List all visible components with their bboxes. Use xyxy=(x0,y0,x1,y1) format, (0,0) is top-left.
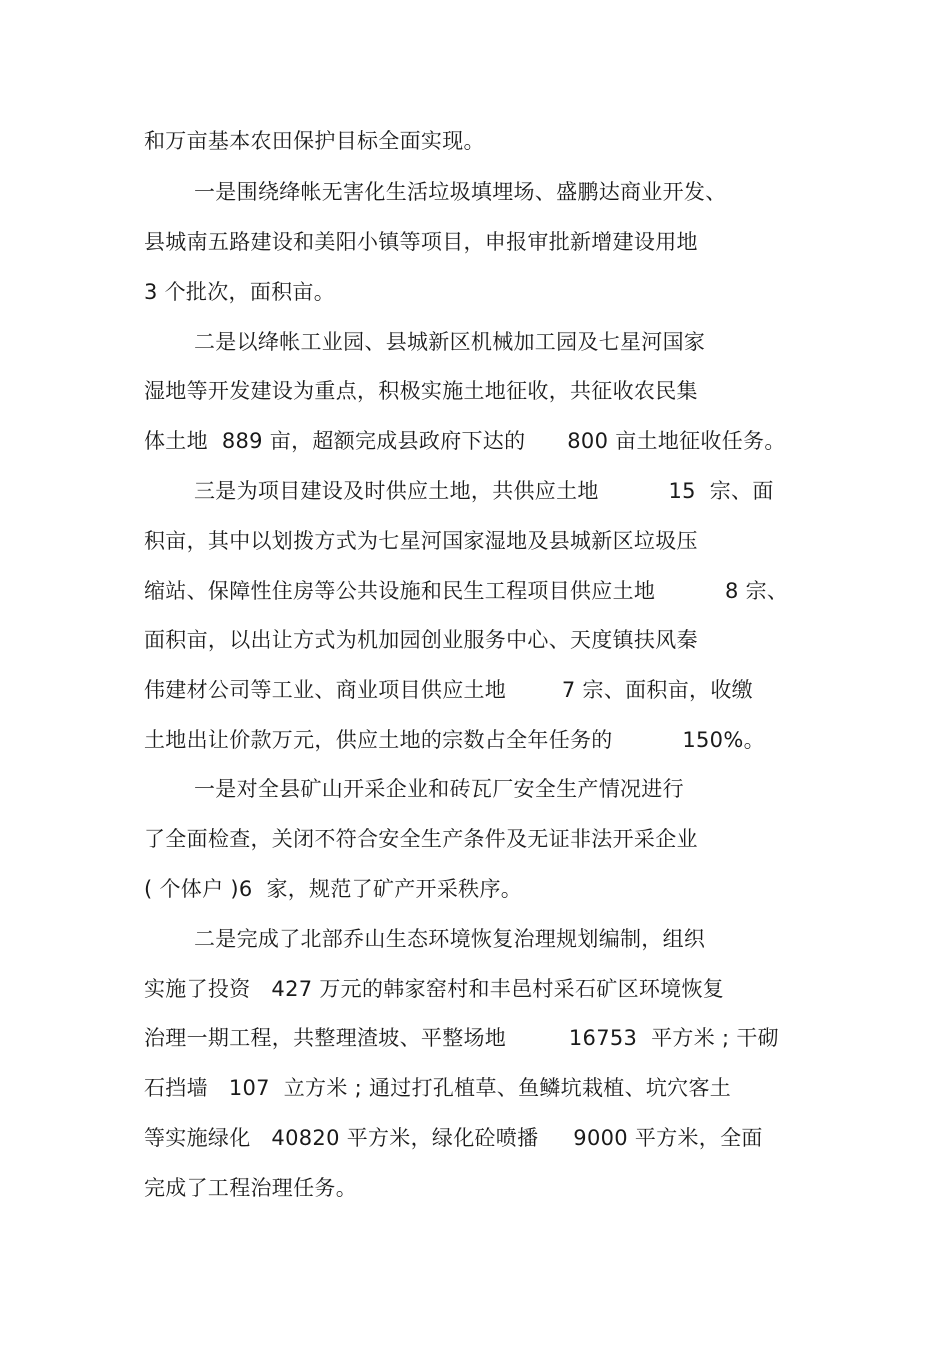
text-line: 实施了投资 427 万元的韩家窑村和丰邑村采石矿区环境恢复 xyxy=(144,977,725,1001)
text-line: 积亩，其中以划拨方式为七星河国家湿地及县城新区垃圾压 xyxy=(144,529,698,553)
paragraph-line: 一是围绕绛帐无害化生活垃圾填埋场、盛鹏达商业开发、 xyxy=(194,180,727,204)
text-line: 县城南五路建设和美阳小镇等项目，申报审批新增建设用地 xyxy=(144,230,698,254)
text-line: 体土地 889 亩，超额完成县政府下达的 800 亩土地征收任务。 xyxy=(144,429,786,453)
text-line: 土地出让价款万元，供应土地的宗数占全年任务的 150%。 xyxy=(144,728,765,752)
text-line: 面积亩，以出让方式为机加园创业服务中心、天度镇扶风秦 xyxy=(144,628,698,652)
paragraph-line: 二是完成了北部乔山生态环境恢复治理规划编制，组织 xyxy=(194,927,706,951)
text-line: 治理一期工程，共整理渣坡、平整场地 16753 平方米 ; 干砌 xyxy=(144,1026,779,1050)
text-line: 和万亩基本农田保护目标全面实现。 xyxy=(144,129,485,153)
text-line: ( 个体户 )6 家，规范了矿产开采秩序。 xyxy=(144,877,523,901)
text-line: 缩站、保障性住房等公共设施和民生工程项目供应土地 8 宗、 xyxy=(144,579,789,603)
text-line: 等实施绿化 40820 平方米，绿化砼喷播 9000 平方米，全面 xyxy=(144,1126,763,1150)
text-line: 完成了工程治理任务。 xyxy=(144,1176,357,1200)
text-line: 3 个批次，面积亩。 xyxy=(144,280,336,304)
text-line: 伟建材公司等工业、商业项目供应土地 7 宗、面积亩，收缴 xyxy=(144,678,753,702)
paragraph-line: 一是对全县矿山开采企业和砖瓦厂安全生产情况进行 xyxy=(194,777,684,801)
paragraph-line: 二是以绛帐工业园、县城新区机械加工园及七星河国家 xyxy=(194,330,706,354)
text-line: 湿地等开发建设为重点，积极实施土地征收，共征收农民集 xyxy=(144,379,698,403)
text-line: 了全面检查，关闭不符合安全生产条件及无证非法开采企业 xyxy=(144,827,698,851)
paragraph-line: 三是为项目建设及时供应土地，共供应土地 15 宗、面 xyxy=(194,479,774,503)
text-line: 石挡墙 107 立方米 ; 通过打孔植草、鱼鳞坑栽植、坑穴客土 xyxy=(144,1076,732,1100)
